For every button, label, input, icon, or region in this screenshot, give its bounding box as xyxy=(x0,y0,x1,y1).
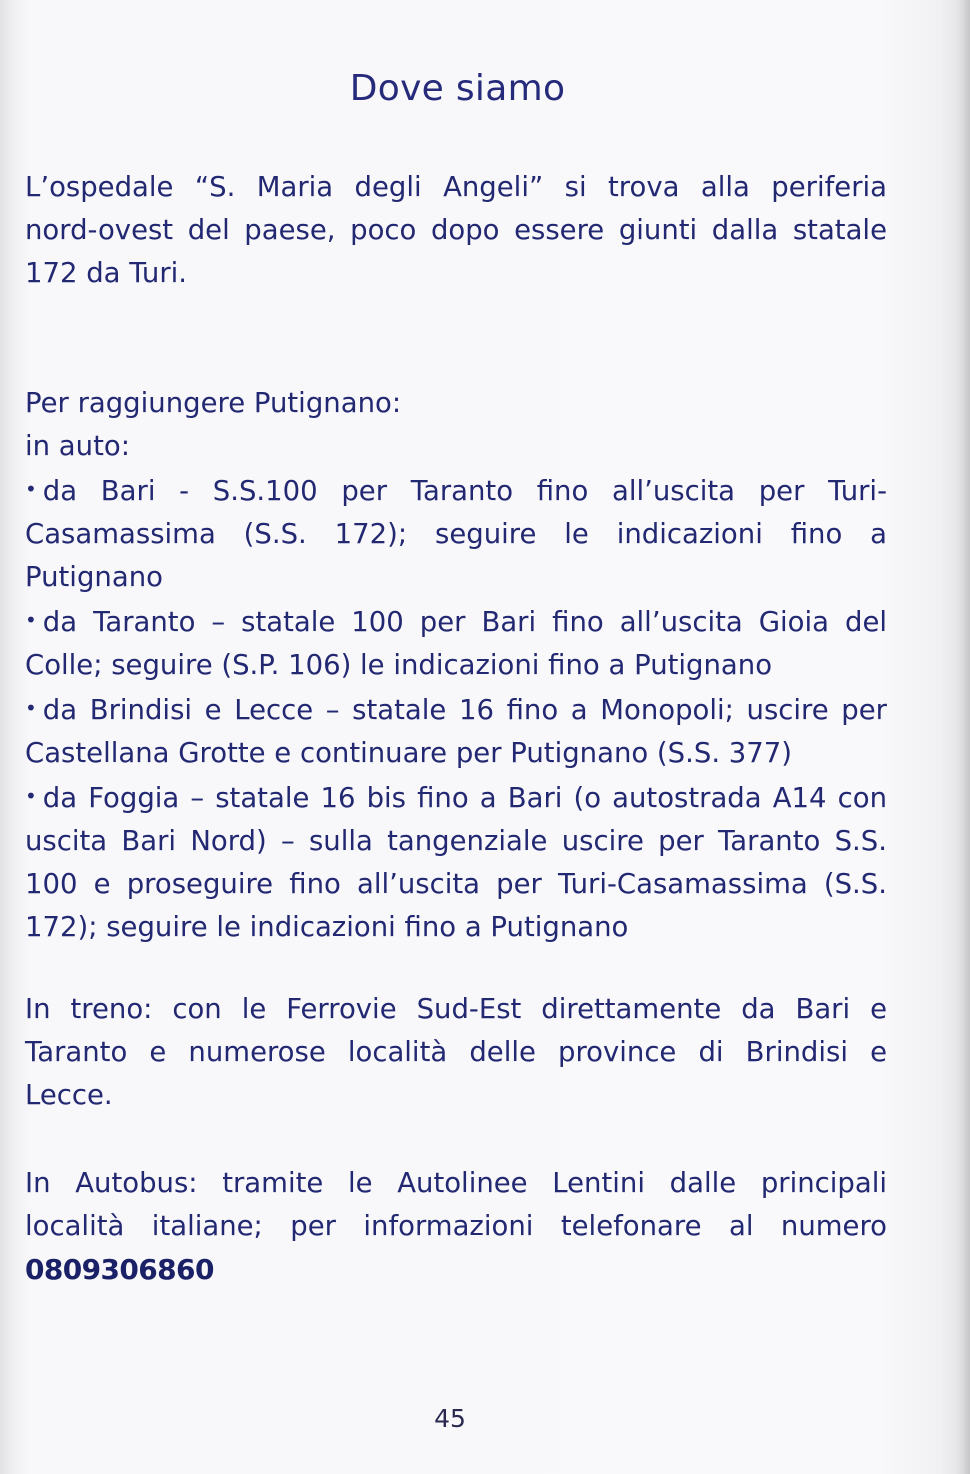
bullet-line xyxy=(25,775,887,820)
bullet-text: da Taranto – statale 100 per Bari fino all’uscita Gioia del xyxy=(42,606,887,638)
train-line: In treno: con le Ferrovie Sud-Est direttamente da Bari e xyxy=(25,993,887,1025)
phone-number: 0809306860 xyxy=(25,1253,214,1286)
bullet-line: uscita Bari Nord) – sulla tangenziale uscire per Taranto S.S. xyxy=(25,825,887,857)
bullet-text: da Brindisi e Lecce – statale 16 fino a Monopoli; uscire per xyxy=(42,694,887,726)
intro-line: L’ospedale “S. Maria degli Angeli” si trova alla periferia xyxy=(25,171,887,203)
bullet-line: Putignano xyxy=(25,561,163,593)
bullet-line: 172); seguire le indicazioni fino a Putignano xyxy=(25,911,629,943)
bullet-line xyxy=(25,687,887,732)
train-line: Lecce. xyxy=(25,1079,113,1111)
bullet-line: 100 e proseguire fino all’uscita per Turi-Casamassima (S.S. xyxy=(25,868,887,900)
bus-phone-line xyxy=(25,1248,887,1292)
bullet-text: da Foggia – statale 16 bis fino a Bari (o autostrada A14 con xyxy=(42,782,887,814)
bullet-line: Casamassima (S.S. 172); seguire le indicazioni fino a xyxy=(25,518,887,550)
train-paragraph xyxy=(25,988,887,1117)
directions-section xyxy=(25,382,887,949)
page-title: Dove siamo xyxy=(349,68,566,109)
bullet-marker: • xyxy=(25,608,37,632)
bullet-marker: • xyxy=(25,784,37,808)
bus-paragraph xyxy=(25,1162,887,1292)
intro-line: 172 da Turi. xyxy=(25,257,188,289)
intro-line: nord-ovest del paese, poco dopo essere giunti dalla statale xyxy=(25,214,887,246)
bus-line: In Autobus: tramite le Autolinee Lentini dalle principali xyxy=(25,1167,887,1199)
bullet-marker: • xyxy=(25,477,37,501)
page-edge-shadow xyxy=(956,0,970,1474)
bullet-line xyxy=(25,599,887,644)
directions-heading: Per raggiungere Putignano: xyxy=(25,387,402,419)
bus-line: località italiane; per informazioni telefonare al numero xyxy=(25,1210,887,1242)
bullet-text: da Bari - S.S.100 per Taranto fino all’uscita per Turi- xyxy=(42,475,887,507)
page-number: 45 xyxy=(434,1404,466,1433)
bullet-marker: • xyxy=(25,696,37,720)
car-label: in auto: xyxy=(25,430,130,462)
bullet-line: Castellana Grotte e continuare per Putignano (S.S. 377) xyxy=(25,737,793,769)
train-line: Taranto e numerose località delle province di Brindisi e xyxy=(25,1036,887,1068)
bullet-line: Colle; seguire (S.P. 106) le indicazioni fino a Putignano xyxy=(25,649,773,681)
bullet-line xyxy=(25,468,887,513)
intro-paragraph xyxy=(25,166,887,295)
